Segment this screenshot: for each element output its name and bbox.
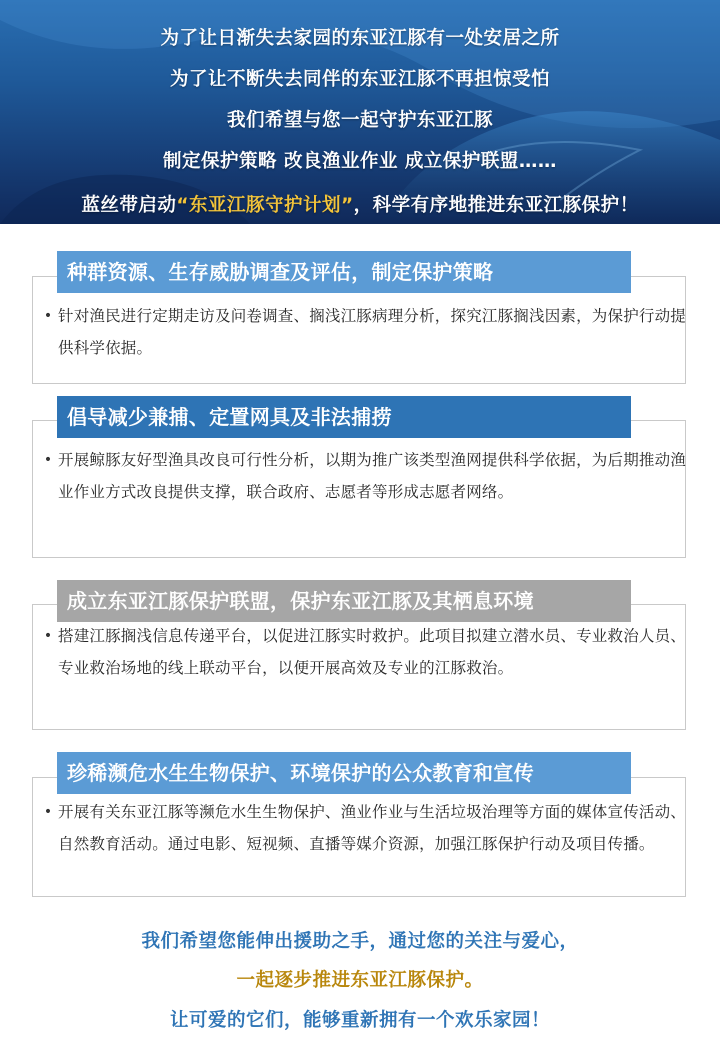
banner-line-4: 制定保护策略 改良渔业作业 成立保护联盟…… [163, 151, 557, 172]
section-2-title: 倡导减少兼捕、定置网具及非法捕捞 [57, 396, 631, 438]
bullet-icon: • [43, 308, 53, 324]
bullet-icon: • [43, 628, 53, 644]
bullet-icon: • [43, 804, 53, 820]
section-4-title: 珍稀濒危水生生物保护、环境保护的公众教育和宣传 [57, 752, 631, 794]
banner-line-5-suffix: ，科学有序地推进东亚江豚保护！ [353, 195, 639, 216]
section-1-title: 种群资源、生存威胁调查及评估，制定保护策略 [57, 251, 631, 293]
footer-line-3: 让可爱的它们，能够重新拥有一个欢乐家园！ [169, 1010, 550, 1031]
section-1-text: 针对渔民进行定期走访及问卷调查、搁浅江豚病理分析，探究江豚搁浅因素，为保护行动提供科学依据。 [58, 307, 687, 357]
section-4-text: 开展有关东亚江豚等濒危水生生物保护、渔业作业与生活垃圾治理等方面的媒体宣传活动、自然教育活动。通过电影、短视频、直播等媒介资源，加强江豚保护行动及项目传播。 [58, 803, 687, 853]
banner-line-2: 为了让不断失去同伴的东亚江豚不再担惊受怕 [169, 69, 550, 90]
section-2-item [38, 444, 700, 508]
banner-line-5 [0, 191, 720, 217]
footer-line-1: 我们希望您能伸出援助之手，通过您的关注与爱心， [141, 931, 579, 952]
banner-line-5-prefix: 蓝丝带启动 [81, 195, 177, 216]
banner-line-1: 为了让日渐失去家园的东亚江豚有一处安居之所 [160, 28, 560, 49]
project-name-highlight: “东亚江豚守护计划” [176, 195, 354, 216]
bullet-icon: • [43, 452, 53, 468]
section-3-text: 搭建江豚搁浅信息传递平台，以促进江豚实时救护。此项目拟建立潜水员、专业救治人员、专业救治场地的线上联动平台，以便开展高效及专业的江豚救治。 [58, 627, 687, 677]
banner-line-3: 我们希望与您一起守护东亚江豚 [226, 110, 493, 131]
footer-line-2: 一起逐步推进东亚江豚保护。 [236, 970, 484, 991]
section-4-item [38, 796, 700, 860]
section-3-item [38, 620, 700, 684]
section-3-title: 成立东亚江豚保护联盟，保护东亚江豚及其栖息环境 [57, 580, 631, 622]
hero-banner [0, 0, 720, 224]
section-2-text: 开展鲸豚友好型渔具改良可行性分析，以期为推广该类型渔网提供科学依据，为后期推动渔业作业方式改良提供支撑，联合政府、志愿者等形成志愿者网络。 [58, 451, 687, 501]
section-1-item [38, 300, 700, 364]
